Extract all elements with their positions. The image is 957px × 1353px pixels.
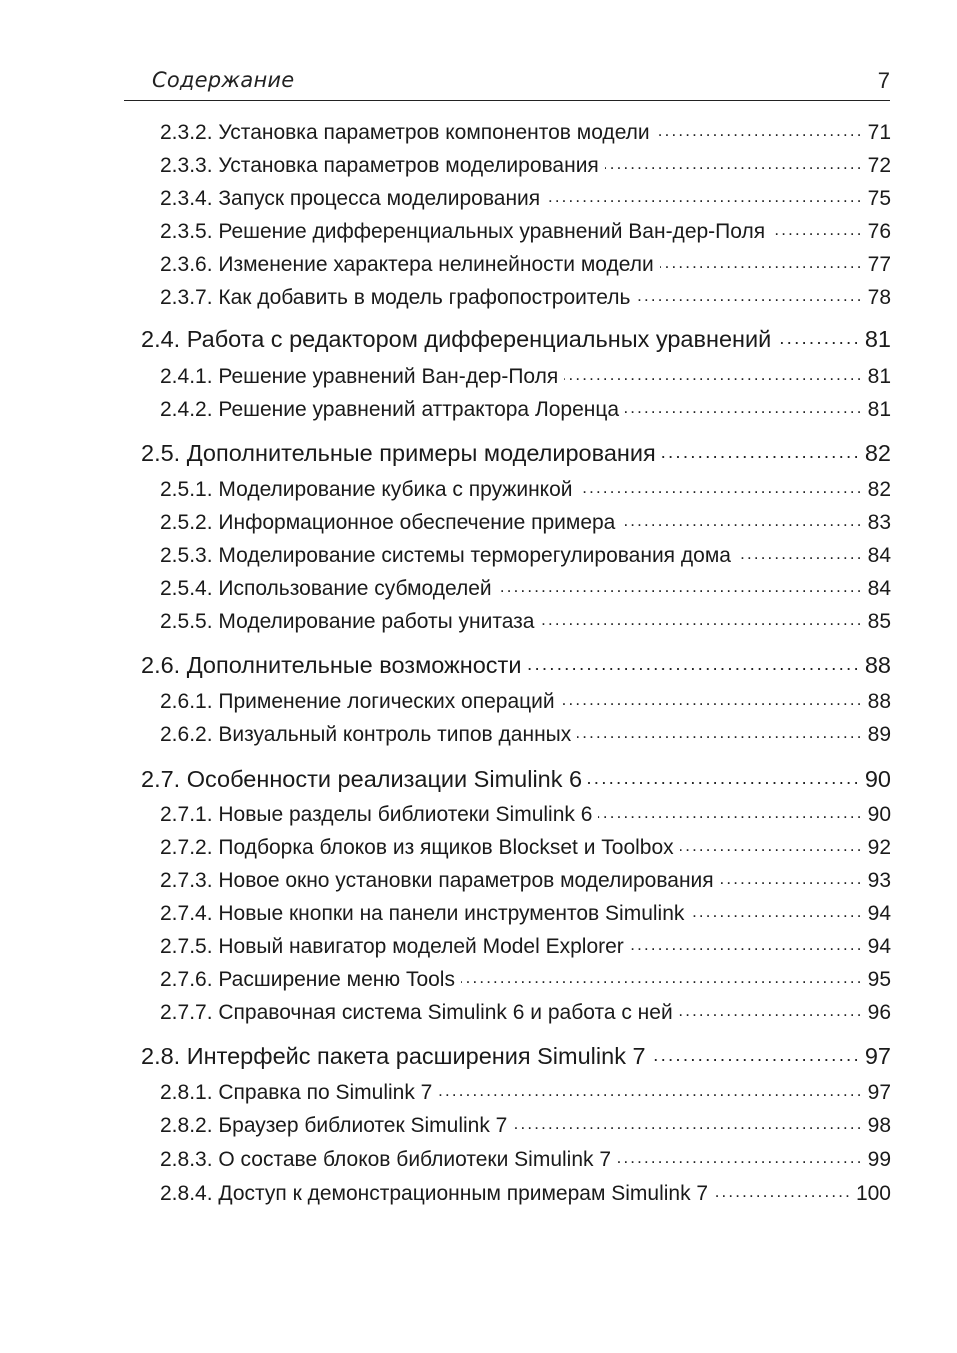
toc-section-title: 2.4. Работа с редактором дифференциальных уравнений [141,325,772,352]
leader-dots [513,1111,863,1132]
toc-entry-page: 78 [867,286,891,309]
toc-entry-2-8-4[interactable] [160,1179,891,1209]
toc-entry-2-4-1[interactable] [160,362,891,392]
toc-entry-title: 2.6.1. Применение логических операций [160,690,555,713]
toc-entry-title: 2.3.2. Установка параметров компонентов модели [160,121,650,144]
toc-section-title: 2.8. Интерфейс пакета расширения Simulink 7 [141,1042,646,1069]
leader-dots [714,1179,852,1200]
toc-entry-title: 2.5.3. Моделирование системы терморегулирования дома [160,544,731,567]
toc-entry-2-7-4[interactable] [160,899,891,929]
toc-entry-title: 2.8.4. Доступ к демонстрационным примерам Simulink 7 [160,1182,709,1205]
toc-entry-page: 93 [867,869,891,892]
toc-entry-title: 2.3.3. Установка параметров моделирования [160,154,599,177]
leader-dots [777,323,861,347]
toc-section-2-5[interactable] [141,437,891,469]
toc-entry-2-7-7[interactable] [160,998,891,1028]
toc-section-page: 81 [864,325,891,352]
toc-entry-page: 85 [867,610,891,633]
leader-dots [564,362,863,383]
toc-entry-page: 82 [867,478,891,501]
toc-entry-2-3-4[interactable] [160,184,891,214]
toc-entry-2-3-2[interactable] [160,118,891,148]
toc-entry-title: 2.8.1. Справка по Simulink 7 [160,1081,433,1104]
toc-entry-2-7-3[interactable] [160,866,891,896]
leader-dots [498,574,864,595]
toc-entry-page: 100 [855,1182,891,1205]
toc-entry-2-7-5[interactable] [160,932,891,962]
toc-entry-2-5-5[interactable] [160,607,891,637]
toc-entry-title: 2.5.4. Использование субмоделей [160,577,492,600]
leader-dots [720,866,864,887]
toc-entry-page: 92 [867,836,891,859]
toc-entry-page: 77 [867,253,891,276]
toc-entry-2-5-1[interactable] [160,475,891,505]
toc-entry-2-8-1[interactable] [160,1078,891,1108]
toc-entry-page: 81 [867,398,891,421]
toc-section-2-8[interactable] [141,1040,891,1072]
leader-dots [605,151,864,172]
leader-dots [461,965,864,986]
toc-entry-title: 2.7.7. Справочная система Simulink 6 и работа с ней [160,1001,673,1024]
leader-dots [679,998,864,1019]
leader-dots [621,508,863,529]
toc-entry-title: 2.5.5. Моделирование работы унитаза [160,610,535,633]
leader-dots [630,932,864,953]
leader-dots [588,763,861,787]
toc-section-page: 90 [864,765,891,792]
toc-entry-page: 84 [867,544,891,567]
toc-entry-title: 2.7.2. Подборка блоков из ящиков Blockset и Toolbox [160,836,674,859]
toc-section-page: 88 [864,651,891,678]
toc-section-page: 97 [864,1042,891,1069]
toc-entry-2-3-5[interactable] [160,217,891,247]
toc-entry-title: 2.5.2. Информационное обеспечение примера [160,511,616,534]
toc-entry-page: 96 [867,1001,891,1024]
toc-entry-page: 95 [867,968,891,991]
toc-entry-page: 94 [867,935,891,958]
toc-entry-title: 2.3.4. Запуск процесса моделирования [160,187,541,210]
toc-entry-page: 97 [867,1081,891,1104]
toc-entry-2-3-3[interactable] [160,151,891,181]
running-head [124,66,890,101]
leader-dots [656,118,864,139]
toc-entry-title: 2.6.2. Визуальный контроль типов данных [160,723,572,746]
toc-entry-page: 98 [867,1114,891,1137]
leader-dots [617,1145,864,1166]
page-number: 7 [877,68,890,93]
leader-dots [598,800,863,821]
leader-dots [540,607,863,628]
leader-dots [660,250,864,271]
toc-entry-page: 94 [867,902,891,925]
toc-entry-page: 71 [867,121,891,144]
toc-section-title: 2.6. Дополнительные возможности [141,651,522,678]
toc-entry-2-6-2[interactable] [160,720,891,750]
toc-entry-2-5-2[interactable] [160,508,891,538]
leader-dots [771,217,864,238]
leader-dots [662,437,861,461]
toc-entry-page: 83 [867,511,891,534]
leader-dots [577,720,863,741]
running-title: Содержание [152,68,295,92]
toc-entry-page: 88 [867,690,891,713]
toc-entry-title: 2.7.5. Новый навигатор моделей Model Explorer [160,935,624,958]
toc-entry-page: 84 [867,577,891,600]
leader-dots [527,649,860,673]
toc-entry-page: 76 [867,220,891,243]
toc-entry-title: 2.3.6. Изменение характера нелинейности модели [160,253,654,276]
toc-entry-title: 2.7.6. Расширение меню Tools [160,968,455,991]
toc-entry-2-3-7[interactable] [160,283,891,313]
toc-entry-title: 2.4.2. Решение уравнений аттрактора Лоренца [160,398,620,421]
toc-entry-title: 2.8.2. Браузер библиотек Simulink 7 [160,1114,508,1137]
toc-entry-title: 2.8.3. О составе блоков библиотеки Simulink 7 [160,1148,612,1171]
toc-section-2-4[interactable] [141,323,891,355]
toc-section-title: 2.7. Особенности реализации Simulink 6 [141,765,583,792]
toc-entry-page: 89 [867,723,891,746]
toc-entry-title: 2.3.7. Как добавить в модель графопостроитель [160,286,631,309]
leader-dots [625,395,864,416]
toc-entry-title: 2.5.1. Моделирование кубика с пружинкой [160,478,573,501]
toc-section-2-6[interactable] [141,649,891,681]
leader-dots [680,833,864,854]
leader-dots [636,283,863,304]
leader-dots [579,475,864,496]
toc-entry-page: 90 [867,803,891,826]
toc-entry-title: 2.7.3. Новое окно установки параметров моделирования [160,869,714,892]
leader-dots [438,1078,863,1099]
toc-entry-page: 75 [867,187,891,210]
toc-entry-2-7-6[interactable] [160,965,891,995]
leader-dots [737,541,864,562]
leader-dots [546,184,863,205]
toc-entry-title: 2.4.1. Решение уравнений Ван-дер-Поля [160,365,559,388]
toc-entry-2-5-3[interactable] [160,541,891,571]
leader-dots [690,899,863,920]
toc-entry-title: 2.3.5. Решение дифференциальных уравнений Ван-дер-Поля [160,220,766,243]
leader-dots [652,1040,861,1064]
toc-entry-page: 99 [867,1148,891,1171]
toc-entry-title: 2.7.4. Новые кнопки на панели инструментов Simulink [160,902,685,925]
toc-entry-2-4-2[interactable] [160,395,891,425]
toc-entry-2-8-2[interactable] [160,1111,891,1141]
leader-dots [561,687,864,708]
toc-entry-page: 72 [867,154,891,177]
toc-entry-2-5-4[interactable] [160,574,891,604]
toc-entry-page: 81 [867,365,891,388]
toc-entry-2-6-1[interactable] [160,687,891,717]
toc-entry-2-7-1[interactable] [160,800,891,830]
toc-entry-2-3-6[interactable] [160,250,891,280]
toc-entry-2-7-2[interactable] [160,833,891,863]
toc-section-2-7[interactable] [141,763,891,795]
toc-section-page: 82 [864,439,891,466]
toc-entry-title: 2.7.1. Новые разделы библиотеки Simulink 6 [160,803,593,826]
toc-section-title: 2.5. Дополнительные примеры моделирования [141,439,656,466]
toc-entry-2-8-3[interactable] [160,1145,891,1175]
